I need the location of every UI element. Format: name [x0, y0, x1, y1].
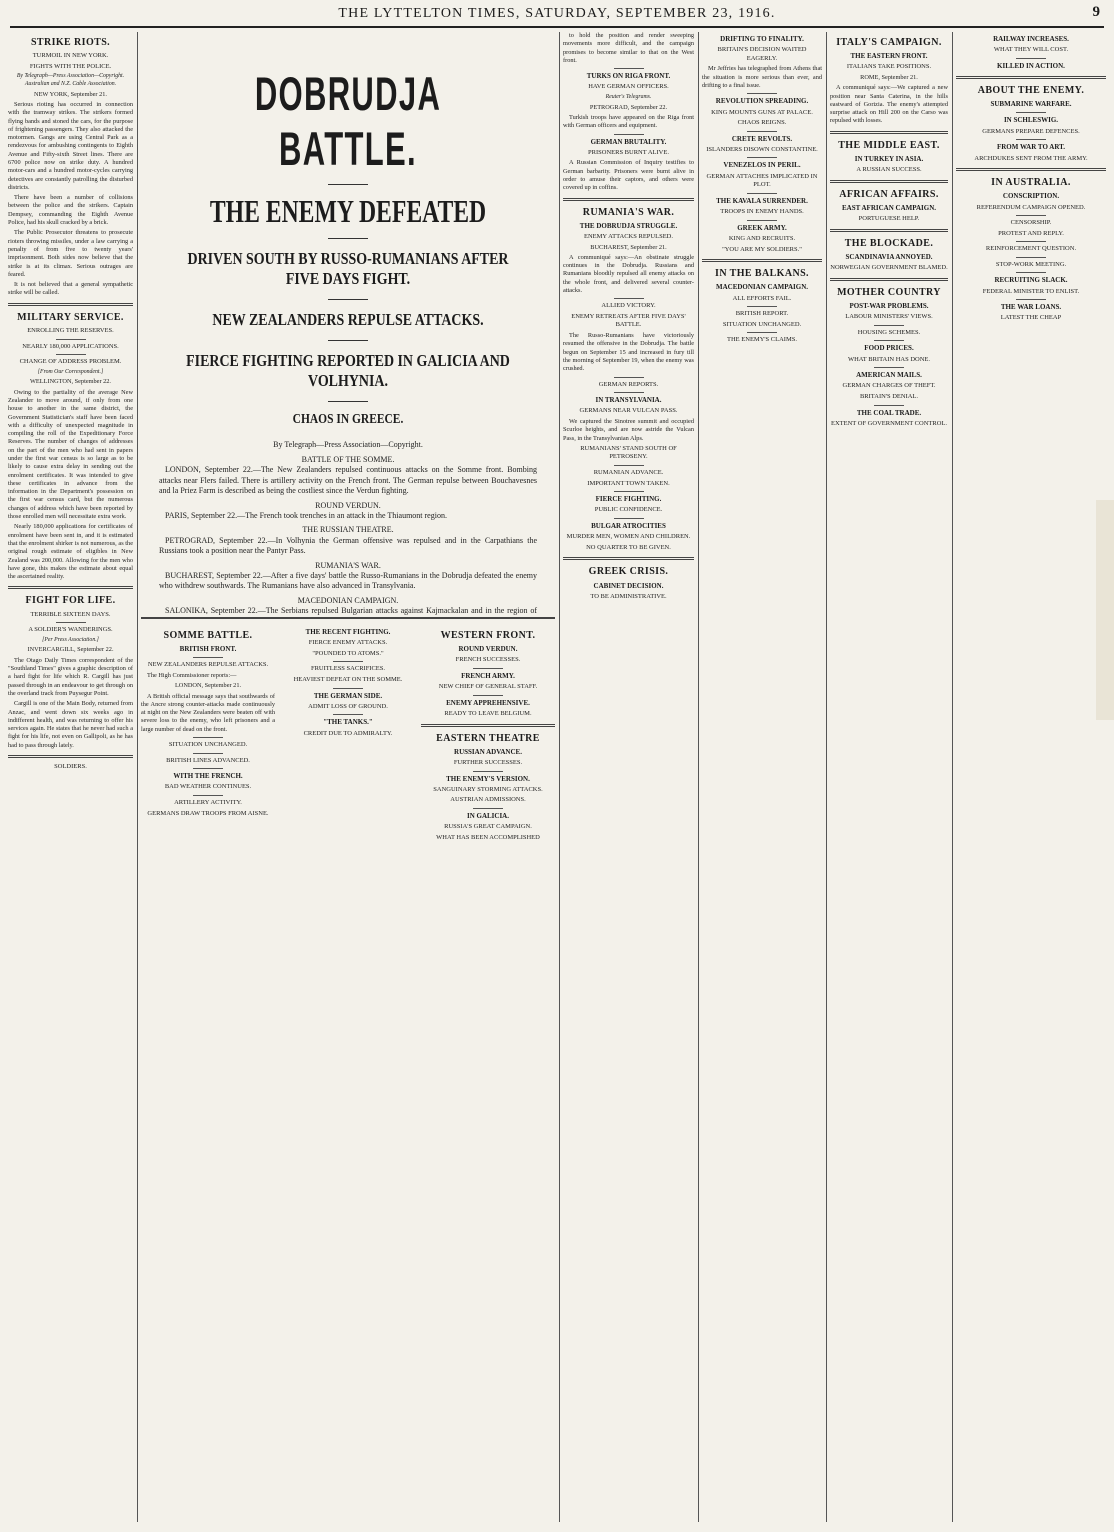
page-number: 9: [1092, 4, 1100, 20]
headline: MILITARY SERVICE.: [17, 311, 124, 323]
subhead: THE GERMAN SIDE.: [313, 691, 383, 700]
subhead: REINFORCEMENT QUESTION.: [985, 245, 1077, 253]
subhead: A SOLDIER'S WANDERINGS.: [28, 626, 113, 634]
subhead: BRITAIN'S DECISION WAITED EAGERLY.: [717, 46, 807, 62]
subhead: FIGHTS WITH THE POLICE.: [29, 62, 112, 70]
subhead: CRETE REVOLTS.: [731, 134, 793, 143]
subhead: GERMAN CHARGES OF THEFT.: [842, 382, 936, 390]
subhead: RUMANIAN ADVANCE.: [593, 468, 664, 476]
subhead: SOLDIERS.: [54, 762, 87, 770]
subhead: WITH THE FRENCH.: [173, 772, 243, 781]
byline: By Telegraph—Press Association—Copyright.: [273, 440, 423, 449]
subhead: ARCHDUKES SENT FROM THE ARMY.: [974, 154, 1088, 162]
subhead: CABINET DECISION.: [593, 581, 664, 590]
headline: SOMME BATTLE.: [163, 630, 253, 641]
subhead: ALL EFFORTS FAIL.: [732, 294, 792, 302]
subhead: ARTILLERY ACTIVITY.: [174, 799, 242, 807]
dateline: PETROGRAD, September 22.: [589, 103, 668, 111]
subhead: POST-WAR PROBLEMS.: [849, 301, 929, 310]
subhead: ISLANDERS DISOWN CONSTANTINE.: [706, 145, 818, 153]
headline: MOTHER COUNTRY: [837, 286, 941, 298]
subhead: CHAOS REIGNS.: [737, 119, 787, 127]
headline: IN AUSTRALIA.: [991, 177, 1071, 189]
subhead: PRISONERS BURNT ALIVE.: [588, 148, 669, 156]
subhead: ITALIANS TAKE POSITIONS.: [846, 63, 932, 71]
column-5: [702, 32, 822, 1522]
paragraph: Nearly 180,000 applications for certificates of enrolment have been sent in, and it is estimated that the enrolment shirker is not numerous, as the original rough estimate of eligibles in New Zealand was 200,000. Allowing for the men who have gone, this makes the estimate about equal the ascertained reality.: [8, 523, 133, 581]
lead-story: [141, 32, 555, 615]
paragraph: There have been a number of collisions between the police and the strikers. Captain Dempsey, commanding the Eighth Avenue Police, had his skull cracked by a brick.: [8, 194, 133, 227]
subhead: MURDER MEN, WOMEN AND CHILDREN.: [566, 533, 691, 541]
subhead: SANGUINARY STORMING ATTACKS.: [433, 785, 543, 793]
subhead: IN TURKEY IN ASIA.: [854, 154, 924, 163]
subhead: MACEDONIAN CAMPAIGN.: [715, 283, 809, 292]
subhead: AMERICAN MAILS.: [856, 371, 922, 380]
subhead: BRITISH LINES ADVANCED.: [166, 756, 250, 764]
subhead: FRUITLESS SACRIFICES.: [310, 665, 386, 673]
lead-subhead: CHAOS IN GREECE.: [292, 412, 404, 427]
headline: AFRICAN AFFAIRS.: [839, 188, 939, 200]
subhead: READY TO LEAVE BELGIUM.: [444, 710, 532, 718]
subhead: NO QUARTER TO BE GIVEN.: [586, 543, 671, 551]
subhead: ALLIED VICTORY.: [601, 302, 656, 310]
subhead: NEW ZEALANDERS REPULSE ATTACKS.: [147, 661, 269, 669]
paragraph: PARIS, September 22.—The French took trenches in an attack in the Thiaumont region.: [165, 510, 447, 520]
subhead: KILLED IN ACTION.: [997, 61, 1065, 70]
subhead: FIERCE FIGHTING.: [595, 495, 662, 504]
subhead: SITUATION UNCHANGED.: [722, 320, 802, 328]
subhead: PORTUGUESE HELP.: [858, 215, 920, 223]
paragraph: PETROGRAD, September 22.—In Volhynia the German offensive was repulsed and in the Carpathians the Russians took a position near the Pantyr Pass.: [159, 535, 537, 556]
paragraph: BUCHAREST, September 22.—After a five days' battle the Russo-Rumanians in the Dobrudja defeated the enemy who withdrew southwards. The Rumanians have also advanced in Transylvania.: [159, 570, 537, 591]
subhead: RAILWAY INCREASES.: [993, 35, 1069, 43]
paragraph: SALONIKA, September 22.—The Serbians repulsed Bulgarian attacks against Kajmackalan and in the region of: [165, 606, 537, 615]
subhead: THE DOBRUDJA STRUGGLE.: [579, 221, 678, 230]
subhead: "THE TANKS.": [323, 718, 373, 727]
subhead: FEDERAL MINISTER TO ENLIST.: [982, 287, 1080, 295]
dateline: LONDON, September 21.: [174, 682, 242, 690]
paragraph: A communiqué says:—An obstinate struggle continues in the Dobrudja. Russians and Rumanians bloodily repulsed all enemy attacks on the whole front, and delivered several counter-attacks.: [563, 253, 694, 295]
subhead: IN TRANSYLVANIA.: [595, 396, 662, 405]
subhead: THE ENEMY'S CLAIMS.: [727, 336, 797, 344]
subhead: THE COAL TRADE.: [856, 408, 922, 417]
column-6: [830, 32, 948, 1522]
subhead: TURKS ON RIGA FRONT.: [586, 72, 671, 81]
headline: IN THE BALKANS.: [715, 268, 809, 280]
paragraph: We captured the Sinotree summit and occupied Scurloe heights, and are now astride the Vulcan Pass, in the Transylvanian Alps.: [563, 417, 694, 442]
subhead: TURMOIL IN NEW YORK.: [32, 52, 109, 60]
subhead: FROM WAR TO ART.: [996, 143, 1066, 152]
column-recent-fighting: [283, 625, 413, 1525]
paragraph: A Russian Commission of Inquiry testifies to German barbarity. Prisoners were burnt alive in order to amuse their captors, and others were covered up in coffins.: [563, 159, 694, 192]
column-western-front: [421, 625, 555, 1525]
subhead: IN SCHLESWIG.: [1003, 116, 1059, 125]
subhead: "POUNDED TO ATOMS.": [312, 649, 384, 657]
paragraph: The High Commissioner reports:—: [147, 672, 237, 679]
subhead: PROTEST AND REPLY.: [998, 229, 1064, 237]
headline: RUMANIA'S WAR.: [582, 206, 675, 218]
subhead: BRITISH REPORT.: [735, 310, 789, 318]
subhead: GERMAN ATTACHES IMPLICATED IN PLOT.: [706, 172, 818, 189]
subhead: NEW CHIEF OF GENERAL STAFF.: [438, 683, 538, 691]
headline: THE BLOCKADE.: [844, 237, 934, 249]
dateline: WELLINGTON, September 22.: [29, 378, 112, 386]
subhead: THE KAVALA SURRENDER.: [716, 196, 808, 205]
headline: THE MIDDLE EAST.: [838, 139, 940, 151]
subhead: GERMAN BRUTALITY.: [590, 137, 667, 146]
headline: GREEK CRISIS.: [588, 566, 669, 578]
subhead: NEARLY 180,000 APPLICATIONS.: [22, 342, 119, 350]
column-4: [563, 32, 694, 1522]
subhead: WHAT THEY WILL COST.: [993, 46, 1069, 54]
column-1: [8, 32, 133, 1522]
paragraph: Owing to the partiality of the average New Zealander to move around, if only from one house to another in the same district, the Government Statistician's staff have been faced with a difficulty of unexpected magnitude in compiling the roll of the Expeditionary Force Reserves. The number of changes of addresses on the part of the men who had sent in papers under the first war census is so large as to be likely to cause extra delay in sending out the enrolment certificates. It was intended to give these certificates in advance from the information in the Department's possession on the first war census card, but the numerous changes of address which have been reported by those enrolled men will necessitate extra work.: [8, 388, 133, 521]
subhead: IMPORTANT TOWN TAKEN.: [587, 479, 670, 487]
source-line: [Per Press Association.]: [42, 636, 99, 643]
column-somme: [141, 625, 275, 1525]
subhead: GERMANS NEAR VULCAN PASS.: [579, 407, 678, 415]
subhead: WHAT HAS BEEN ACCOMPLISHED: [436, 833, 540, 841]
subhead: GREEK ARMY.: [737, 223, 787, 232]
subhead: SCANDINAVIA ANNOYED.: [845, 252, 933, 261]
subhead: AUSTRIAN ADMISSIONS.: [450, 796, 526, 804]
subhead: SITUATION UNCHANGED.: [168, 741, 248, 749]
section-head: THE RUSSIAN THEATRE.: [302, 525, 394, 535]
subhead: KING AND RECRUITS.: [728, 234, 796, 242]
subhead: GERMANS PREPARE DEFENCES.: [982, 127, 1080, 135]
subhead: ENEMY APPREHENSIVE.: [446, 698, 530, 707]
source-line: [From Our Correspondent.]: [37, 368, 104, 375]
subhead: FIERCE ENEMY ATTACKS.: [308, 639, 388, 647]
subhead: ENEMY ATTACKS REPULSED.: [584, 232, 673, 240]
subhead: NORWEGIAN GOVERNMENT BLAMED.: [830, 264, 948, 272]
paragraph: to hold the position and render sweeping movements more difficult, and the campaign promises to become similar to that on the West front.: [563, 32, 694, 64]
paragraph: A British official message says that southwards of the Ancre strong counter-attacks made continuously at night on the New Zealanders were beaten off with severe loss to the enemy, who left prisoners and a large number of dead on the front.: [141, 692, 275, 733]
subhead: THE ENEMY'S VERSION.: [446, 774, 530, 783]
subhead: STOP-WORK MEETING.: [995, 260, 1067, 268]
subhead: RUSSIA'S GREAT CAMPAIGN.: [444, 823, 532, 831]
subhead: TERRIBLE SIXTEEN DAYS.: [30, 610, 111, 618]
paragraph: The Otago Daily Times correspondent of the "Southland Times" gives a graphic description of a hard fight for life which R. Cargill has just passed through in an endeavour to get through on the overland track from Puysegur Point.: [8, 656, 133, 697]
subhead: LABOUR MINISTERS' VIEWS.: [845, 313, 933, 321]
subhead: REFERENDUM CAMPAIGN OPENED.: [976, 203, 1086, 211]
paragraph: A communiqué says:—We captured a new position near Santa Caterina, in the hills eastward of Gorizia. The enemy's attempted surprise attack on Hill 200 on the Carso was repulsed with losses.: [830, 84, 948, 125]
subhead: PUBLIC CONFIDENCE.: [594, 506, 663, 514]
subhead: HAVE GERMAN OFFICERS.: [588, 83, 669, 91]
headline: EASTERN THEATRE: [436, 732, 540, 744]
subhead: RECRUITING SLACK.: [994, 276, 1068, 285]
subhead: FURTHER SUCCESSES.: [453, 759, 523, 767]
subhead: EXTENT OF GOVERNMENT CONTROL.: [830, 419, 948, 427]
lead-subhead: THE ENEMY DEFEATED: [209, 193, 487, 229]
paragraph: Cargill is one of the Main Body, returned from Anzac, and went down six weeks ago in indifferent health, and was returning to offer his services again. He states that he never had such a fight for his life, not even on Gallipoli, as he has had to pass through lately.: [8, 700, 133, 749]
section-head: RUMANIA'S WAR.: [315, 560, 381, 570]
subhead: HOUSING SCHEMES.: [857, 328, 921, 336]
masthead-title: THE LYTTELTON TIMES, SATURDAY, SEPTEMBER 23, 1916.: [338, 6, 776, 21]
subhead: TO BE ADMINISTRATIVE.: [590, 592, 667, 600]
section-head: MACEDONIAN CAMPAIGN.: [297, 595, 399, 605]
subhead: ROUND VERDUN.: [458, 645, 518, 654]
paragraph: The Russo-Rumanians have victoriously resumed the offensive in the Dobrudja. The battle begun on September 15 and increased in fury till the morning of September 19, when the enemy was crushed.: [563, 332, 694, 373]
source-line: Reuter's Telegrams.: [605, 94, 652, 100]
paragraph: Serious rioting has occurred in connection with the tramway strikes. The strikers formed flying bands and stoned the cars, for the purpose of frightening passengers. They also attacked the motormen. Gangs are using Central Park as a rendezvous for ambushing contingents to Eighth Avenue and Fifty-sixth Street lines. There are 6700 police now on strike duty. A hundred motor-cars and a hundred motor-cycles carrying detectives are constantly patrolling the disturbed districts.: [8, 100, 133, 191]
headline: ABOUT THE ENEMY.: [977, 85, 1085, 97]
lead-subhead: DRIVEN SOUTH BY RUSSO-RUMANIANS AFTER FIVE DAYS FIGHT.: [187, 249, 509, 288]
subhead: GERMAN REPORTS.: [598, 380, 659, 388]
subhead: "YOU ARE MY SOLDIERS.": [722, 245, 802, 253]
subhead: ENROLLING THE RESERVES.: [27, 326, 114, 334]
subhead: A RUSSIAN SUCCESS.: [856, 166, 922, 174]
headline: WESTERN FRONT.: [440, 630, 536, 641]
subhead: EAST AFRICAN CAMPAIGN.: [841, 203, 937, 212]
section-head: ROUND VERDUN.: [315, 500, 381, 510]
subhead: FRENCH SUCCESSES.: [455, 656, 521, 664]
paragraph: It is not believed that a general sympathetic strike will be called.: [8, 281, 133, 297]
subhead: FRENCH ARMY.: [461, 672, 515, 680]
lead-subhead: FIERCE FIGHTING REPORTED IN GALICIA AND VOLHYNIA.: [186, 351, 510, 390]
subhead: KING MOUNTS GUNS AT PALACE.: [711, 108, 813, 116]
banner-headline: DOBRUDJA BATTLE.: [254, 67, 442, 175]
subhead: BRITISH FRONT.: [179, 645, 237, 654]
subhead: FOOD PRICES.: [864, 344, 914, 353]
subhead: ENEMY RETREATS AFTER FIVE DAYS' BATTLE.: [571, 312, 686, 329]
masthead: [10, 4, 1104, 28]
subhead: IN GALICIA.: [466, 812, 509, 821]
subhead: BAD WEATHER CONTINUES.: [164, 783, 252, 791]
lead-body: [141, 455, 555, 615]
headline: FIGHT FOR LIFE.: [25, 595, 116, 607]
subhead: REVOLUTION SPREADING.: [715, 97, 809, 106]
lead-subhead: NEW ZEALANDERS REPULSE ATTACKS.: [212, 310, 484, 329]
section-head: BATTLE OF THE SOMME.: [301, 455, 395, 464]
paragraph: Turkish troops have appeared on the Riga front with German officers and equipment.: [563, 113, 694, 130]
subhead: CHANGE OF ADDRESS PROBLEM.: [19, 358, 122, 366]
paragraph: Mr Jeffries has telegraphed from Athens that the situation is more serious than ever, and drifting to a final issue.: [702, 65, 822, 89]
subhead: TROOPS IN ENEMY HANDS.: [720, 208, 804, 216]
subhead: CREDIT DUE TO ADMIRALTY.: [303, 729, 393, 737]
subhead: HEAVIEST DEFEAT ON THE SOMME.: [293, 675, 403, 683]
subhead: WHAT BRITAIN HAS DONE.: [847, 355, 931, 363]
subhead: LATEST THE CHEAP: [1000, 314, 1062, 322]
subhead: BRITAIN'S DENIAL.: [859, 392, 919, 400]
dateline: INVERCARGILL, September 22.: [27, 646, 114, 654]
subhead: ADMIT LOSS OF GROUND.: [308, 702, 388, 710]
headline: ITALY'S CAMPAIGN.: [836, 37, 942, 48]
subhead: THE WAR LOANS.: [1000, 303, 1062, 312]
dateline: BUCHAREST, September 21.: [590, 243, 667, 251]
subhead: GERMANS DRAW TROOPS FROM AISNE.: [147, 809, 269, 817]
subhead: DRIFTING TO FINALITY.: [720, 35, 804, 43]
headline: STRIKE RIOTS.: [30, 37, 111, 48]
subhead: THE RECENT FIGHTING.: [305, 628, 391, 636]
paragraph: The Public Prosecutor threatens to prosecute rioters throwing missiles, under a law carrying a penalty of from five to twenty years' imprisonment. Both sides now believe that the strike is at its climax. Serious outrages are feared.: [8, 229, 133, 278]
dateline: NEW YORK, September 21.: [34, 90, 107, 98]
subhead: CENSORSHIP.: [1010, 219, 1052, 227]
subhead: BULGAR ATROCITIES: [591, 521, 666, 530]
subhead: RUMANIANS' STAND SOUTH OF PETROSENY.: [580, 444, 677, 461]
subhead: CONSCRIPTION.: [1002, 192, 1060, 201]
subhead: VENEZELOS IN PERIL.: [723, 161, 801, 170]
dateline: ROME, September 21.: [860, 74, 918, 81]
subhead: THE EASTERN FRONT.: [850, 52, 928, 61]
source-line: By Telegraph—Press Association—Copyright. Australian and N.Z. Cable Association.: [16, 73, 125, 87]
paragraph: LONDON, September 22.—The New Zealanders repulsed continuous attacks on the Somme front. Bombing attacks near Flers failed. There is artillery activity on the French front. The German repulse between Bouchavesnes and la Priez Farm is described as being the costliest since the Verdun fighting.: [159, 465, 537, 496]
subhead: RUSSIAN ADVANCE.: [454, 747, 522, 756]
subhead: SUBMARINE WARFARE.: [990, 100, 1072, 109]
column-7: [956, 32, 1106, 1522]
